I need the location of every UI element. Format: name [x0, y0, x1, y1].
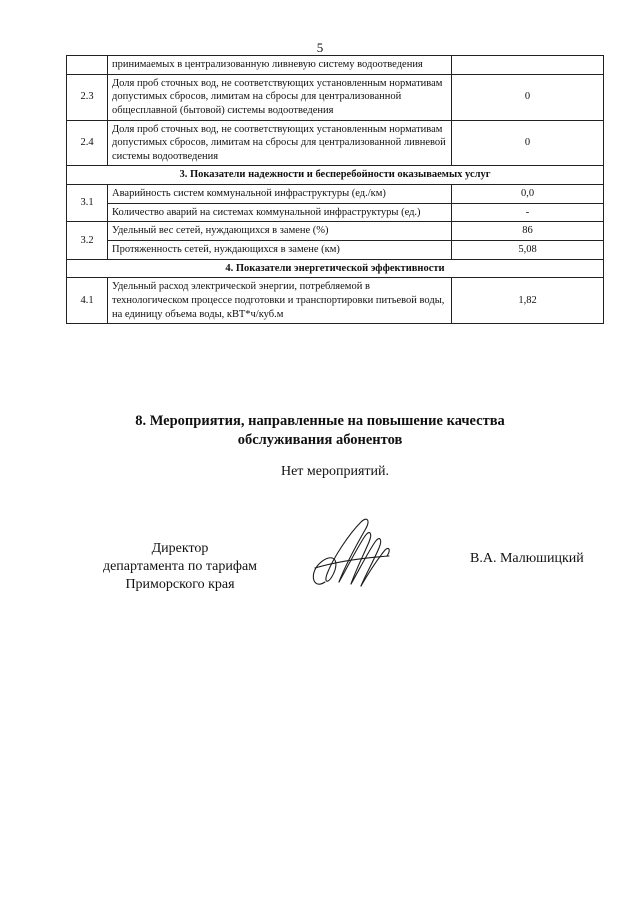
indicator-value: 86 — [452, 222, 604, 241]
no-events-text: Нет мероприятий. — [280, 464, 390, 479]
section-8-heading — [0, 412, 640, 450]
table-row — [67, 120, 604, 166]
table-row — [67, 185, 604, 204]
table-row — [67, 222, 604, 241]
indicators-table — [66, 55, 604, 324]
row-number — [67, 56, 108, 75]
signatory-title-line2: департамента по тарифам — [102, 559, 258, 575]
signatory-title-line1: Директор — [151, 541, 209, 556]
indicator-value: 1,82 — [452, 278, 604, 324]
indicator-description: Удельный вес сетей, нуждающихся в замене (%) — [108, 222, 452, 241]
section-8-heading-line1: 8. Мероприятия, направленные на повышение качества — [135, 413, 505, 429]
indicator-value: 0,0 — [452, 185, 604, 204]
row-number: 3.2 — [67, 222, 108, 259]
table-row — [67, 74, 604, 120]
section-8-heading-line2: обслуживания абонентов — [237, 431, 403, 448]
section-title: 3. Показатели надежности и бесперебойности оказываемых услуг — [67, 166, 604, 185]
signatory-name: В.А. Малюшицкий — [470, 551, 584, 566]
row-number: 2.4 — [67, 120, 108, 166]
indicator-description: Количество аварий на системах коммунальной инфраструктуры (ед.) — [108, 203, 452, 222]
signatory-title — [80, 540, 280, 595]
indicator-value: 0 — [452, 74, 604, 120]
indicator-description: Протяженность сетей, нуждающихся в замене (км) — [108, 241, 452, 260]
table-row — [67, 56, 604, 75]
row-number: 2.3 — [67, 74, 108, 120]
indicator-value: 0 — [452, 120, 604, 166]
row-number: 4.1 — [67, 278, 108, 324]
indicator-description: Удельный расход электрической энергии, потребляемой в технологическом процессе подготовки и транспортировки питьевой воды, на единицу объема воды, кВТ*ч/куб.м — [108, 278, 452, 324]
indicator-description: принимаемых в централизованную ливневую систему водоотведения — [108, 56, 452, 75]
table-row — [67, 203, 604, 222]
row-number: 3.1 — [67, 185, 108, 222]
page-number: 5 — [316, 40, 324, 55]
indicator-value — [452, 56, 604, 75]
indicator-value: 5,08 — [452, 241, 604, 260]
section-title: 4. Показатели энергетической эффективности — [67, 259, 604, 278]
indicator-description: Аварийность систем коммунальной инфраструктуры (ед./км) — [108, 185, 452, 204]
table-section-row — [67, 259, 604, 278]
table-row — [67, 278, 604, 324]
indicator-description: Доля проб сточных вод, не соответствующих установленным нормативам допустимых сбросов, лимитам на сбросы для централизованной ливневой системы водоотведения — [108, 120, 452, 166]
indicator-description: Доля проб сточных вод, не соответствующих установленным нормативам допустимых сбросов, лимитам на сбросы для централизованной общесплавной (бытовой) системы водоотведения — [108, 74, 452, 120]
table-section-row — [67, 166, 604, 185]
signatory-title-line3: Приморского края — [125, 577, 235, 593]
table-row — [67, 241, 604, 260]
indicator-value: - — [452, 203, 604, 222]
handwritten-signature — [305, 512, 395, 597]
